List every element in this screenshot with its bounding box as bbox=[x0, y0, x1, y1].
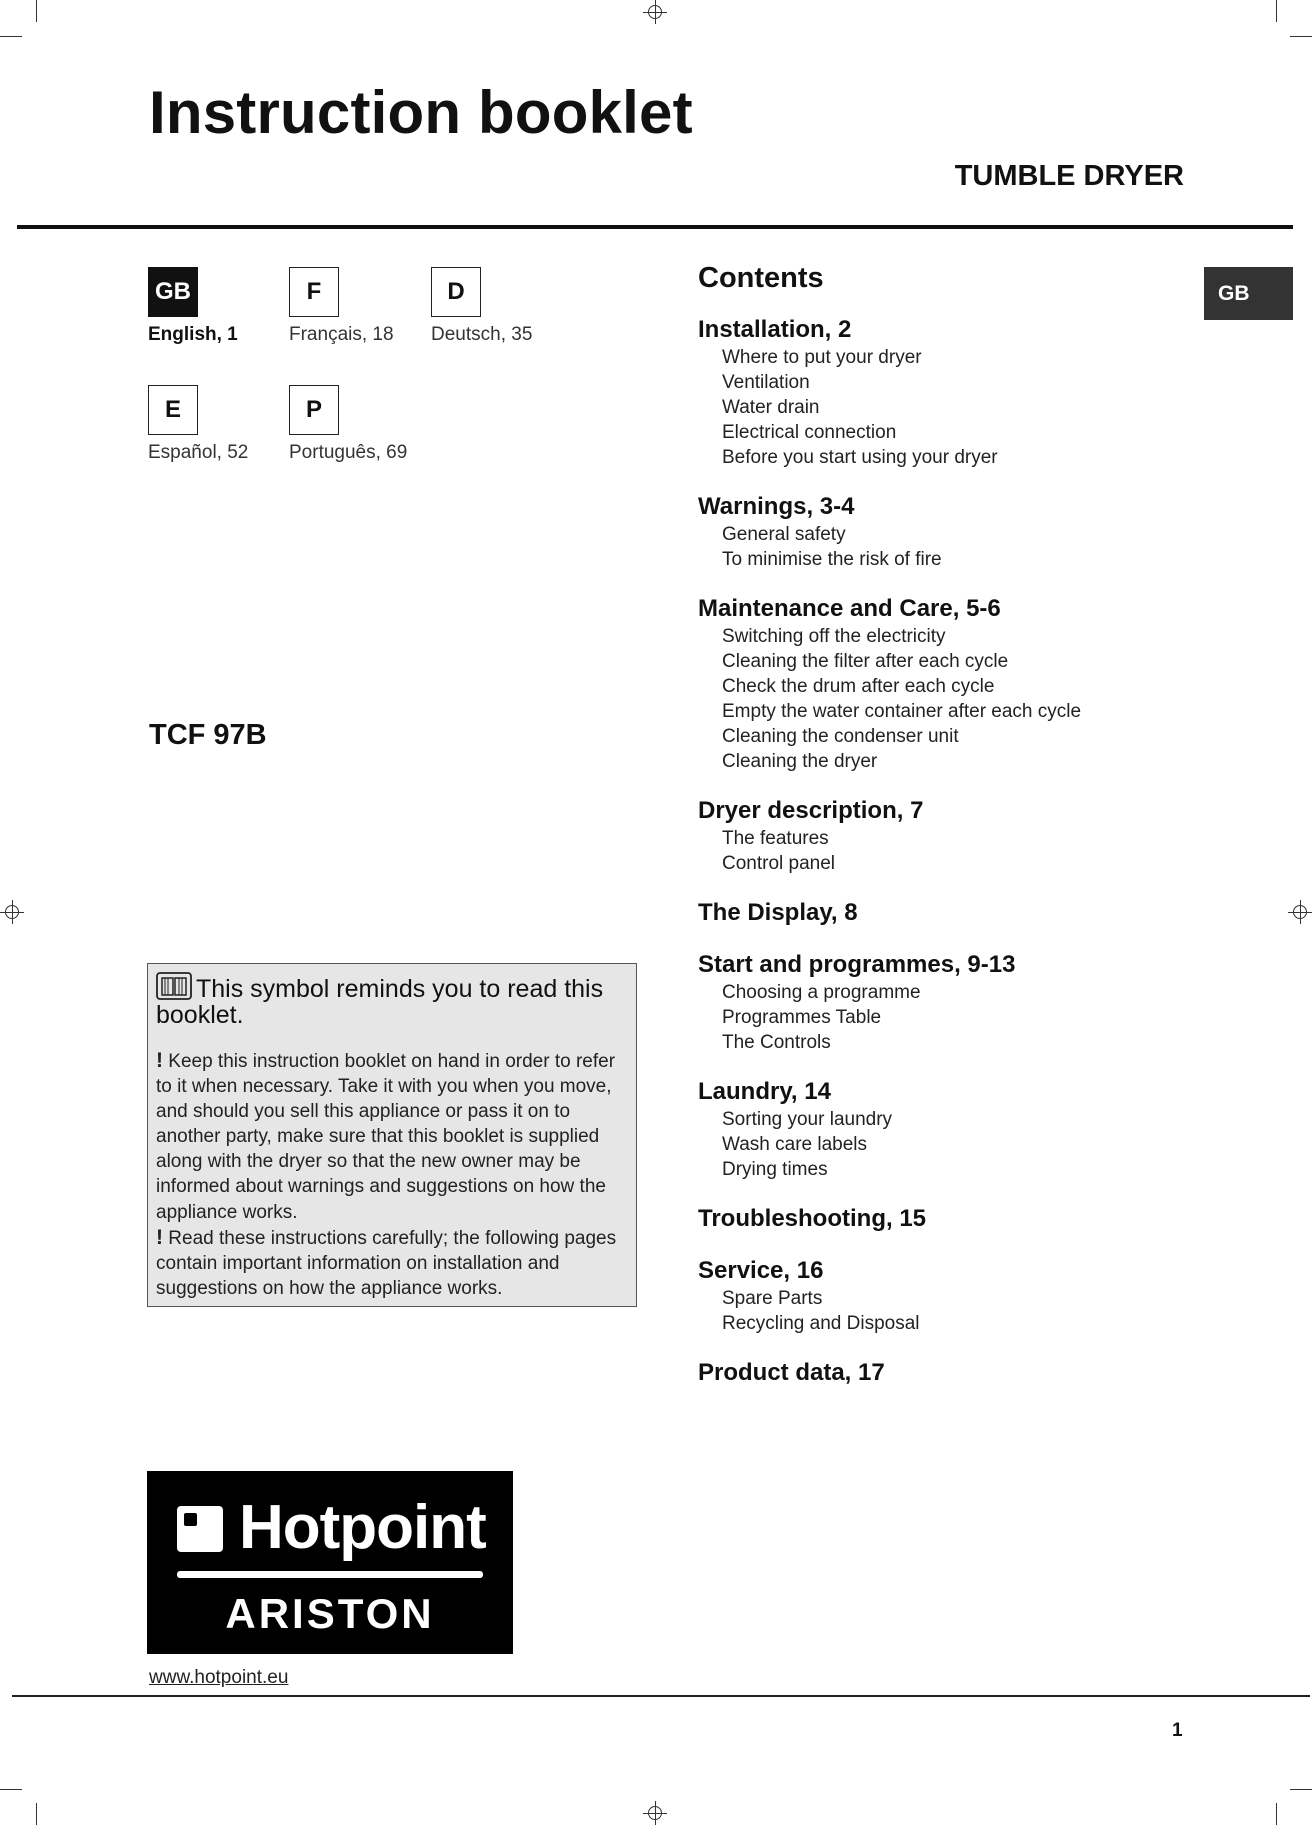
contents-section-title[interactable]: Maintenance and Care, 5-6 bbox=[698, 595, 1001, 622]
exclamation-icon: ! bbox=[156, 1049, 163, 1072]
website-link[interactable]: www.hotpoint.eu bbox=[149, 1667, 289, 1688]
language-p[interactable] bbox=[289, 385, 409, 464]
contents-item[interactable]: Cleaning the dryer bbox=[722, 751, 878, 772]
contents-section bbox=[698, 1358, 1118, 1388]
language-d[interactable] bbox=[431, 267, 551, 346]
contents-item[interactable]: Electrical connection bbox=[722, 422, 897, 443]
exclamation-icon: ! bbox=[156, 1225, 163, 1249]
logo-subbrand: ARISTON bbox=[225, 1590, 435, 1637]
contents-section-title[interactable]: Installation, 2 bbox=[698, 316, 852, 343]
contents-item[interactable]: Ventilation bbox=[722, 372, 810, 393]
crop-mark bbox=[0, 36, 22, 37]
contents-section bbox=[698, 594, 1118, 774]
notice-heading bbox=[156, 972, 626, 1028]
contents-section bbox=[698, 898, 1118, 928]
page-number: 1 bbox=[1172, 1720, 1183, 1741]
footer-divider bbox=[12, 1695, 1310, 1697]
contents-section bbox=[698, 315, 1118, 470]
registration-mark bbox=[643, 0, 667, 24]
contents-section bbox=[698, 1256, 1118, 1336]
contents-section-title[interactable]: Dryer description, 7 bbox=[698, 797, 924, 824]
language-label-p: Português, 69 bbox=[289, 442, 408, 463]
contents-item[interactable]: The Controls bbox=[722, 1032, 831, 1053]
model-number: TCF 97B bbox=[149, 719, 267, 751]
crop-mark bbox=[1290, 1789, 1312, 1790]
contents-section bbox=[698, 1204, 1118, 1234]
table-of-contents bbox=[698, 315, 1118, 1410]
notice-paragraph-text: Keep this instruction booklet on hand in order to refer to it when necessary. Take it with you when you move, and should you sell this appliance or pass it on to another party, make sure that this booklet is supplied along with the dryer so that the new owner may be informed about warnings and suggestions on how the appliance works. bbox=[156, 1051, 616, 1223]
read-booklet-notice bbox=[147, 963, 637, 1307]
header-divider bbox=[17, 225, 1293, 229]
contents-item[interactable]: Sorting your laundry bbox=[722, 1109, 893, 1130]
language-label-e: Español, 52 bbox=[148, 442, 249, 463]
language-tab: GB bbox=[1204, 267, 1293, 320]
contents-section-title[interactable]: Start and programmes, 9-13 bbox=[698, 951, 1016, 978]
logo-divider bbox=[177, 1571, 483, 1578]
notice-paragraph bbox=[156, 1225, 626, 1301]
contents-item[interactable]: Control panel bbox=[722, 853, 836, 874]
logo-mark-icon bbox=[177, 1506, 223, 1552]
contents-item[interactable]: Check the drum after each cycle bbox=[722, 676, 995, 697]
hotpoint-ariston-logo bbox=[147, 1471, 513, 1654]
contents-item[interactable]: Cleaning the filter after each cycle bbox=[722, 651, 1009, 672]
language-code-p: P bbox=[289, 385, 339, 435]
crop-mark bbox=[1276, 0, 1277, 22]
crop-mark bbox=[36, 0, 37, 22]
notice-heading-text: This symbol reminds you to read this booklet. bbox=[156, 975, 604, 1029]
crop-mark bbox=[1290, 36, 1312, 37]
contents-heading: Contents bbox=[698, 262, 824, 294]
logo-brand: Hotpoint bbox=[239, 1493, 486, 1562]
contents-section bbox=[698, 950, 1118, 1055]
language-gb[interactable] bbox=[148, 267, 268, 346]
contents-item[interactable]: The features bbox=[722, 828, 829, 849]
language-label-d: Deutsch, 35 bbox=[431, 324, 533, 345]
contents-item[interactable]: Empty the water container after each cycle bbox=[722, 701, 1082, 722]
contents-section-title[interactable]: Service, 16 bbox=[698, 1257, 824, 1284]
contents-item[interactable]: Cleaning the condenser unit bbox=[722, 726, 959, 747]
contents-item[interactable]: Choosing a programme bbox=[722, 982, 921, 1003]
contents-item[interactable]: Programmes Table bbox=[722, 1007, 882, 1028]
language-label-f: Français, 18 bbox=[289, 324, 394, 345]
contents-section bbox=[698, 492, 1118, 572]
notice-paragraph-text: Read these instructions carefully; the following pages contain important information on installation and suggestions on how the appliance works. bbox=[156, 1227, 617, 1299]
contents-item[interactable]: Before you start using your dryer bbox=[722, 447, 998, 468]
notice-paragraph bbox=[156, 1048, 626, 1225]
contents-item[interactable]: Spare Parts bbox=[722, 1288, 823, 1309]
crop-mark bbox=[36, 1803, 37, 1825]
contents-section-title[interactable]: Troubleshooting, 15 bbox=[698, 1205, 927, 1232]
contents-item[interactable]: General safety bbox=[722, 524, 846, 545]
contents-section-title[interactable]: Laundry, 14 bbox=[698, 1078, 831, 1105]
language-code-gb: GB bbox=[148, 267, 198, 317]
registration-mark bbox=[643, 1801, 667, 1825]
contents-item[interactable]: Water drain bbox=[722, 397, 820, 418]
language-code-e: E bbox=[148, 385, 198, 435]
page-title: Instruction booklet bbox=[149, 79, 693, 146]
registration-mark bbox=[1288, 900, 1312, 924]
contents-item[interactable]: Wash care labels bbox=[722, 1134, 868, 1155]
contents-section bbox=[698, 1077, 1118, 1182]
contents-section bbox=[698, 796, 1118, 876]
language-code-f: F bbox=[289, 267, 339, 317]
contents-section-title[interactable]: Product data, 17 bbox=[698, 1359, 885, 1386]
language-label-gb: English, 1 bbox=[148, 324, 238, 345]
language-e[interactable] bbox=[148, 385, 268, 464]
language-f[interactable] bbox=[289, 267, 409, 346]
contents-item[interactable]: Where to put your dryer bbox=[722, 347, 922, 368]
language-code-d: D bbox=[431, 267, 481, 317]
contents-item[interactable]: Recycling and Disposal bbox=[722, 1313, 920, 1334]
contents-item[interactable]: Drying times bbox=[722, 1159, 828, 1180]
contents-section-title[interactable]: Warnings, 3-4 bbox=[698, 493, 855, 520]
contents-item[interactable]: Switching off the electricity bbox=[722, 626, 946, 647]
crop-mark bbox=[0, 1789, 22, 1790]
crop-mark bbox=[1276, 1803, 1277, 1825]
contents-item[interactable]: To minimise the risk of fire bbox=[722, 549, 942, 570]
book-icon bbox=[156, 972, 192, 1000]
registration-mark bbox=[0, 900, 24, 924]
product-type: TUMBLE DRYER bbox=[954, 160, 1184, 192]
contents-section-title[interactable]: The Display, 8 bbox=[698, 899, 858, 926]
